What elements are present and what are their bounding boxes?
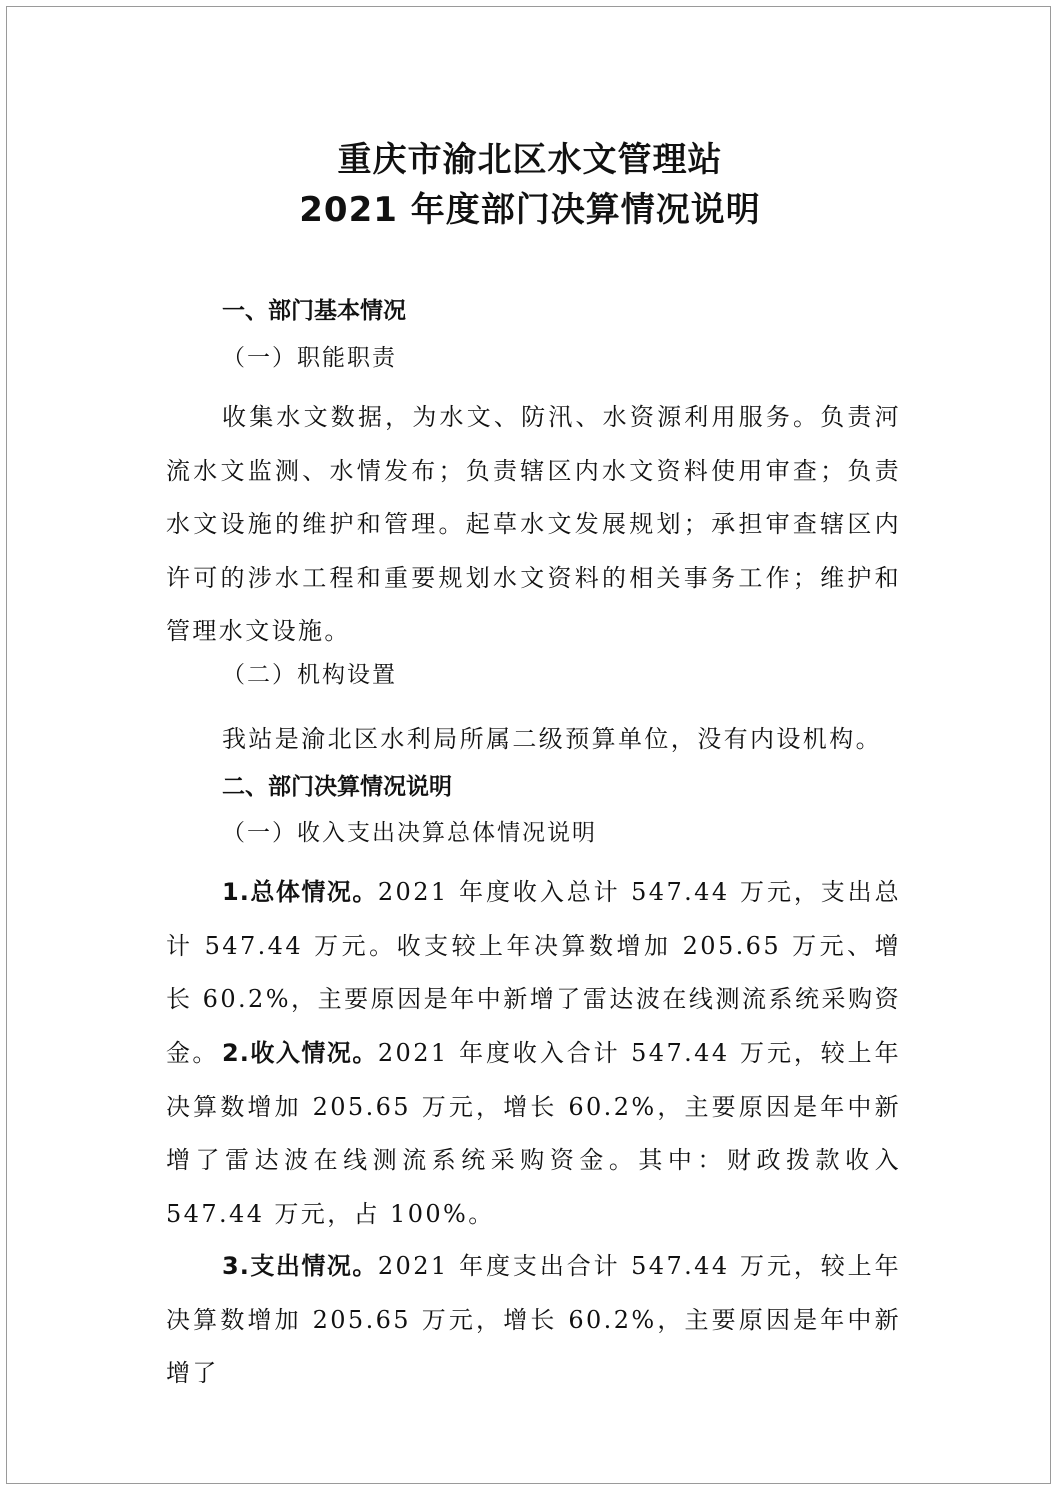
item2-text: 2021 年度收入合计 547.44 万元，较上年决算数增加 205.65 万元，增长 60.2%，主要原因是年中新增了雷达波在线测流系统采购资金。其中：财政拨款收入 547.44 万元，占 100%。: [166, 1039, 901, 1228]
section1-sub2-heading: （二）机构设置: [222, 662, 397, 688]
item2-lead: 2.收入情况。: [222, 1039, 378, 1067]
section1-sub1-text: 收集水文数据，为水文、防汛、水资源利用服务。负责河流水文监测、水情发布；负责辖区内水文资料使用审查；负责水文设施的维护和管理。起草水文发展规划；承担审查辖区内许可的涉水工程和重要规划水文资料的相关事务工作；维护和管理水文设施。: [166, 403, 901, 645]
item1-text: 2021 年度收入总计 547.44 万元，支出总计 547.44 万元。收支较上年决算数增加 205.65 万元、增长 60.2%，主要原因是年中新增了雷达波在线测流系统采购资金。: [166, 878, 901, 1067]
section1-sub1-heading: （一）职能职责: [222, 345, 397, 371]
item2-paragraph: [166, 1027, 901, 1241]
document-title-line2: 2021 年度部门决算情况说明: [299, 190, 761, 230]
item1-lead: 1.总体情况。: [222, 878, 378, 906]
section2-heading: 二、部门决算情况说明: [222, 774, 452, 800]
item3-lead: 3.支出情况。: [222, 1252, 378, 1280]
item3-text: 2021 年度支出合计 547.44 万元，较上年决算数增加 205.65 万元，增长 60.2%，主要原因是年中新增了: [166, 1252, 901, 1387]
item3-paragraph: [166, 1240, 901, 1401]
section2-sub1-heading: （一）收入支出决算总体情况说明: [222, 820, 597, 846]
document-title-line1: 重庆市渝北区水文管理站: [337, 140, 723, 180]
section1-heading: 一、部门基本情况: [222, 298, 406, 324]
section1-sub2-text: 我站是渝北区水利局所属二级预算单位，没有内设机构。: [222, 725, 882, 753]
